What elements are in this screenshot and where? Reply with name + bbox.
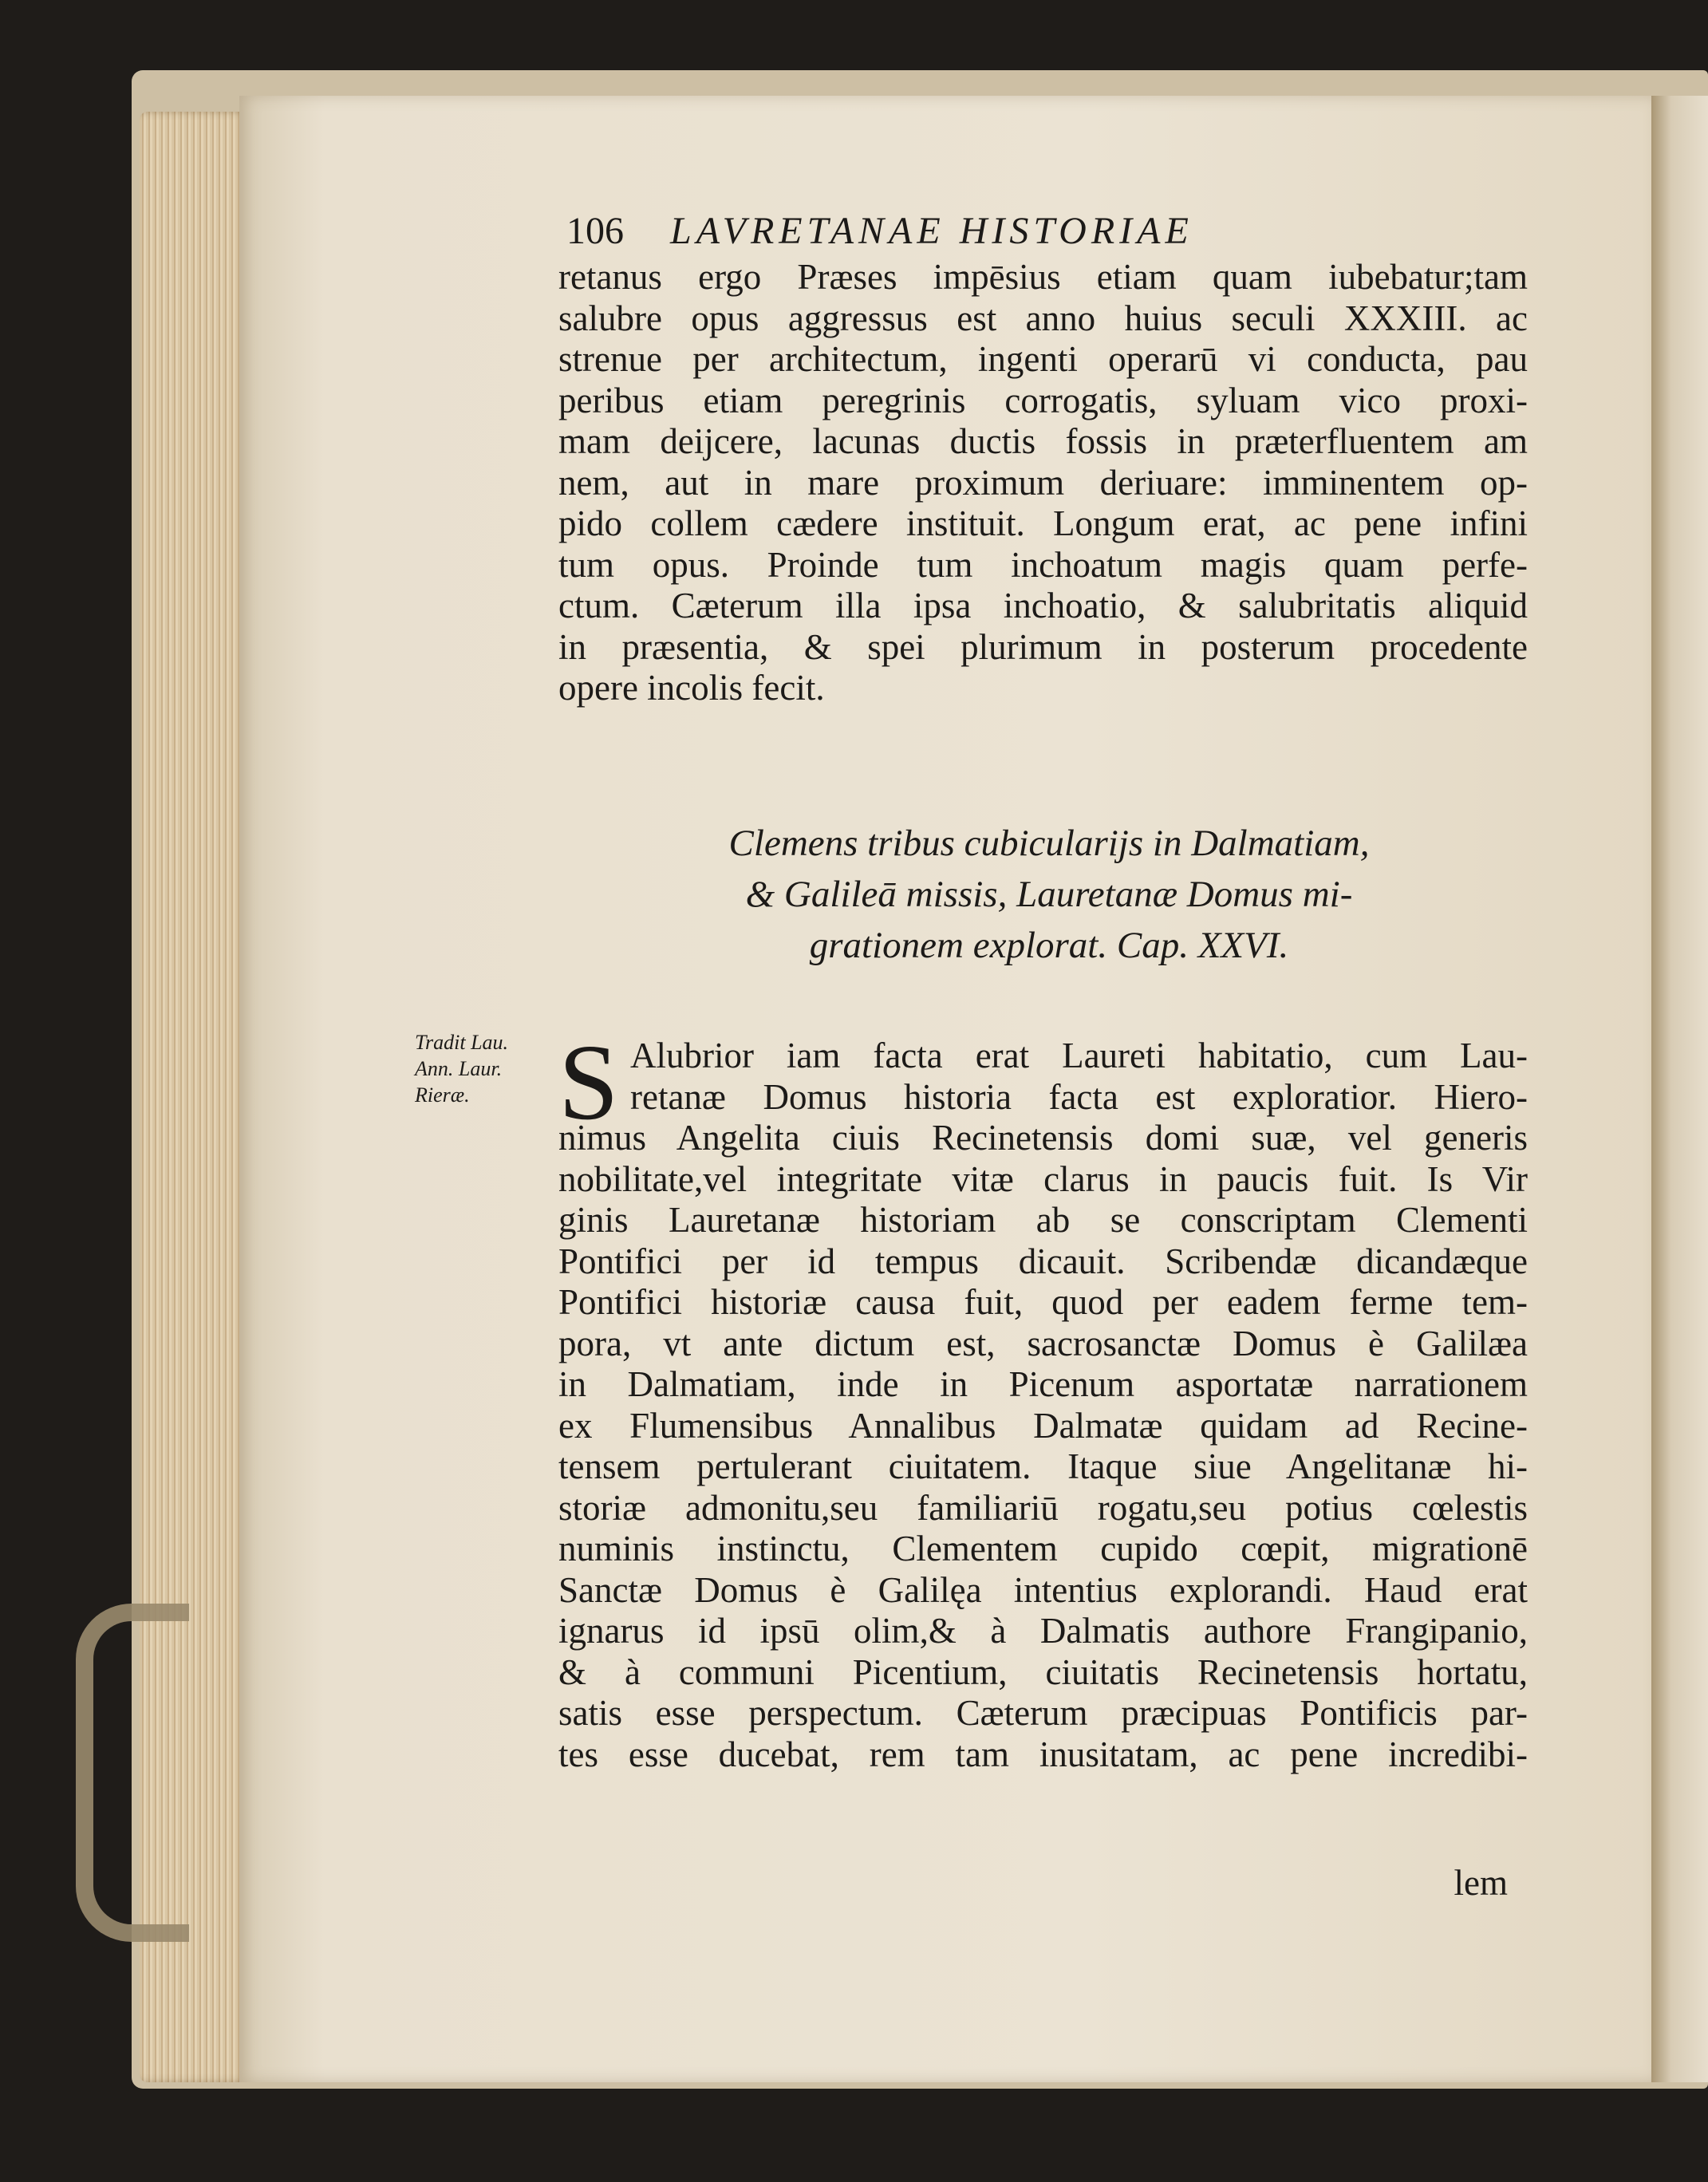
text-line: in Dalmatiam, inde in Picenum asportatæ narrationem (558, 1364, 1528, 1404)
text-line: retanus ergo Præses impēsius etiam quam iubebatur;tam (558, 257, 1528, 297)
text-line: nem, aut in mare proximum deriuare: imminentem op- (558, 462, 1528, 503)
text-line: nimus Angelita ciuis Recinetensis domi suæ, vel generis (558, 1118, 1528, 1158)
text-line: tum opus. Proinde tum inchoatum magis quam perfe- (558, 544, 1528, 585)
marginal-line: Rieræ. (415, 1083, 470, 1107)
text-line: pora, vt ante dictum est, sacrosanctæ Domus è Galilæa (558, 1323, 1528, 1363)
running-header (566, 199, 1500, 263)
text-line: ctum. Cæterum illa ipsa inchoatio, & salubritatis aliquid (558, 586, 1528, 625)
text-line: tensem pertulerant ciuitatem. Itaque siue Angelitanæ hi- (558, 1446, 1528, 1486)
facing-page-gutter (1651, 96, 1708, 2082)
text-line: strenue per architectum, ingenti operarū vi conducta, pau (558, 339, 1528, 379)
chapter-heading (574, 818, 1524, 971)
paragraph-1 (558, 257, 1528, 709)
text-line: Pontifici per id tempus dicauit. Scribendæ dicandæque (558, 1241, 1528, 1281)
text-line: tes esse ducebat, rem tam inusitatam, ac pene incredibi- (558, 1734, 1528, 1774)
text-line: opere incolis fecit. (558, 668, 825, 708)
marginal-line: Tradit Lau. (415, 1031, 509, 1054)
catchword: lem (1454, 1863, 1508, 1903)
text-line: ignarus id ipsū olim,& à Dalmatis authore Frangipanio, (558, 1611, 1528, 1651)
text-line: Sanctæ Domus è Galilęa intentius explorandi. Haud erat (558, 1569, 1528, 1610)
heading-line: grationem explorat. Cap. XXVI. (809, 925, 1289, 966)
text-line: satis esse perspectum. Cæterum præcipuas Pontificis par- (558, 1693, 1528, 1733)
text-line: Pontifici historiæ causa fuit, quod per eadem ferme tem- (558, 1282, 1528, 1322)
marginal-line: Ann. Laur. (415, 1057, 503, 1080)
text-line: & à communi Picentium, ciuitatis Recinetensis hortatu, (558, 1651, 1528, 1692)
text-line: numinis instinctu, Clementem cupido cœpit, migrationē (558, 1529, 1528, 1568)
text-line: salubre opus aggressus est anno huius seculi XXXIII. ac (558, 298, 1528, 338)
drop-cap: S (558, 1023, 619, 1142)
text-line: ex Flumensibus Annalibus Dalmatæ quidam ad Recine- (558, 1405, 1528, 1446)
heading-line: Clemens tribus cubicularijs in Dalmatiam, (728, 823, 1370, 864)
text-line: mam deijcere, lacunas ductis fossis in præterfluentem am (558, 421, 1528, 461)
marginal-note (415, 1029, 558, 1108)
running-title: LAVRETANAE HISTORIAE (670, 210, 1193, 252)
text-line: in præsentia, & spei plurimum in posterum procedente (558, 626, 1528, 667)
text-line: retanæ Domus historia facta est exploratior. Hiero- (630, 1076, 1528, 1117)
text-line: nobilitate,vel integritate vitæ clarus in paucis fuit. Is Vir (558, 1158, 1528, 1199)
paragraph-2 (558, 1023, 1528, 1775)
text-line: ginis Lauretanæ historiam ab se conscriptam Clementi (558, 1200, 1528, 1240)
text-line: pido collem cædere instituit. Longum erat, ac pene infini (558, 503, 1528, 543)
page-number: 106 (566, 210, 624, 252)
ribbon-bookmark (76, 1604, 189, 1942)
text-line: peribus etiam peregrinis corrogatis, syluam vico proxi- (558, 380, 1528, 420)
heading-line: & Galileā missis, Lauretanæ Domus mi- (745, 874, 1353, 915)
text-line: Alubrior iam facta erat Laureti habitatio, cum Lau- (630, 1036, 1528, 1075)
text-line: storiæ admonitu,seu familiariū rogatu,seu potius cœlestis (558, 1487, 1528, 1528)
